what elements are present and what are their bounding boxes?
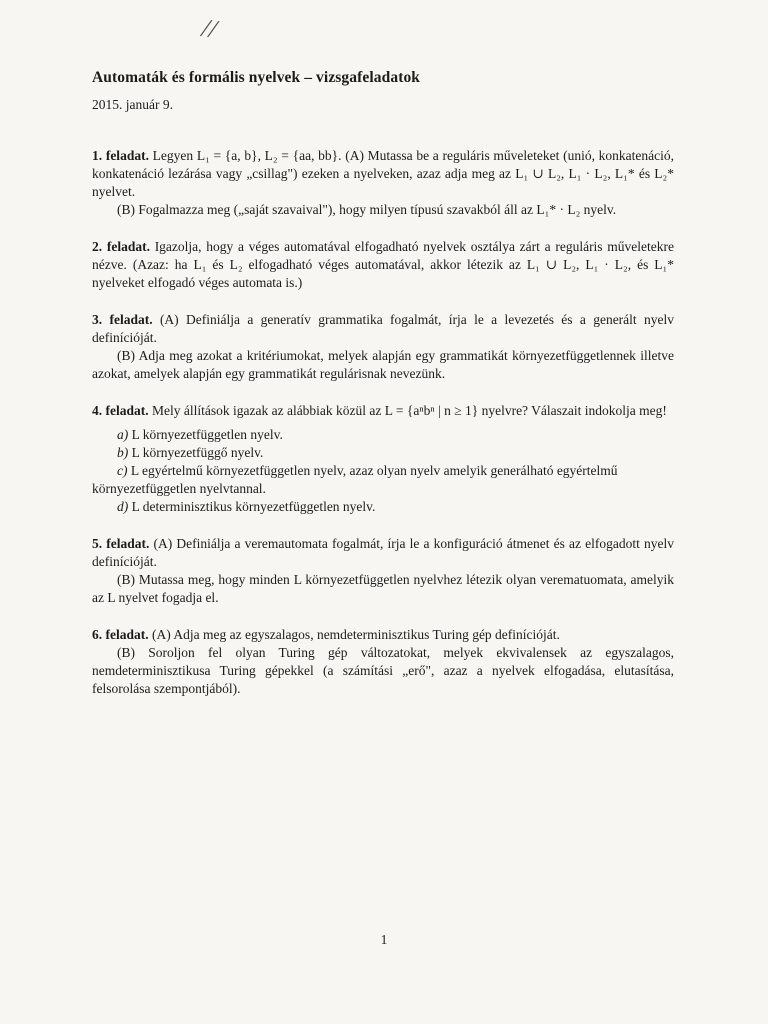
task-6-number: 6. feladat. xyxy=(92,627,149,642)
document-date: 2015. január 9. xyxy=(92,97,173,112)
task-1-paragraph-2: (B) Fogalmazza meg („saját szavaival"), hogy milyen típusú szavakból áll az L₁* · L₂ nyelv. xyxy=(117,202,617,217)
statement-c-text: L egyértelmű környezetfüggetlen nyelv, azaz olyan nyelv amelyik generálható egyértelmű környezetfüggetlen nyelvtannal. xyxy=(92,463,618,496)
task-5-text-1: (A) Definiálja a veremautomata fogalmát, írja le a konfiguráció átmenet és az elfogadott nyelv definícióját. xyxy=(92,536,674,569)
statement-c-label: c) xyxy=(117,463,128,478)
task-3-text-1: (A) Definiálja a generatív grammatika fogalmát, írja le a levezetés és a generált nyelv definícióját. xyxy=(92,312,675,345)
task-1-paragraph-1 xyxy=(92,147,674,201)
task-4-number: 4. feladat. xyxy=(92,403,149,418)
task-1-number: 1. feladat. xyxy=(92,148,149,163)
task-4 xyxy=(92,402,674,516)
statement-b-label: b) xyxy=(117,445,129,460)
task-6 xyxy=(92,626,674,698)
task-2-text-1: Igazolja, hogy a véges automatával elfogadható nyelvek osztálya zárt a reguláris műveletekre nézve. (Azaz: ha L₁ és L₂ elfogadható véges automatával, akkor létezik az L₁ ∪ L₂, L₁ · L₂, és L₁* nyelveket elfogadó véges automata is.) xyxy=(92,239,674,290)
task-4-paragraph-1 xyxy=(92,402,674,420)
task-2-number: 2. feladat. xyxy=(92,239,150,254)
statement-a-label: a) xyxy=(117,427,129,442)
task-2 xyxy=(92,238,674,292)
task-5 xyxy=(92,535,674,607)
handwritten-mark: // xyxy=(200,13,219,44)
statement-a-text: L környezetfüggetlen nyelv. xyxy=(131,427,283,442)
task-4-statement-a xyxy=(92,426,674,444)
task-6-paragraph-1 xyxy=(92,626,674,644)
task-1 xyxy=(92,147,674,219)
statement-b-text: L környezetfüggő nyelv. xyxy=(131,445,264,460)
task-6-text-1: (A) Adja meg az egyszalagos, nemdeterminisztikus Turing gép definícióját. xyxy=(152,627,560,642)
document-title: Automaták és formális nyelvek – vizsgafeladatok xyxy=(92,69,421,86)
task-3-number: 3. feladat. xyxy=(92,312,153,327)
task-6-paragraph-2: (B) Soroljon fel olyan Turing gép változatokat, melyek ekvivalensek az egyszalagos, nemdeterminisztikusa Turing gépekkel (a számítási „erő", azaz a nyelvek elfogadása, elutasítása, felsorolása szempontjából). xyxy=(92,645,674,696)
task-4-statement-b xyxy=(92,444,674,462)
statement-d-text: L determinisztikus környezetfüggetlen nyelv. xyxy=(131,499,376,514)
task-list xyxy=(92,147,674,717)
task-4-statement-c xyxy=(92,462,674,498)
task-4-text-1: Mely állítások igazak az alábbiak közül az L = {aⁿbⁿ | n ≥ 1} nyelvre? Válaszait indokolja meg! xyxy=(152,403,667,418)
statement-d-label: d) xyxy=(117,499,129,514)
task-1-text-1: Legyen L₁ = {a, b}, L₂ = {aa, bb}. (A) Mutassa be a reguláris műveleteket (unió, konkatenáció, konkatenáció lezárása vagy „csillag") ezeken a nyelveken, azaz adja meg az L₁ ∪ L₂, L₁ · L₂, L₁* és L₂* nyelvet. xyxy=(92,148,674,199)
page-number: 1 xyxy=(380,932,388,947)
task-3 xyxy=(92,311,674,383)
task-3-paragraph-1 xyxy=(92,311,674,347)
task-2-paragraph-1 xyxy=(92,238,674,292)
task-5-paragraph-2: (B) Mutassa meg, hogy minden L környezetfüggetlen nyelvhez létezik olyan verematuomata, amelyik az L nyelvet fogadja el. xyxy=(92,572,674,605)
task-5-number: 5. feladat. xyxy=(92,536,150,551)
task-4-statement-d xyxy=(92,498,674,516)
task-4-statement-list xyxy=(92,426,674,516)
task-3-paragraph-2: (B) Adja meg azokat a kritériumokat, melyek alapján egy grammatikát környezetfüggetlennek illetve azokat, amelyek alapján egy grammatikát regulárisnak nevezünk. xyxy=(92,348,674,381)
task-5-paragraph-1 xyxy=(92,535,674,571)
